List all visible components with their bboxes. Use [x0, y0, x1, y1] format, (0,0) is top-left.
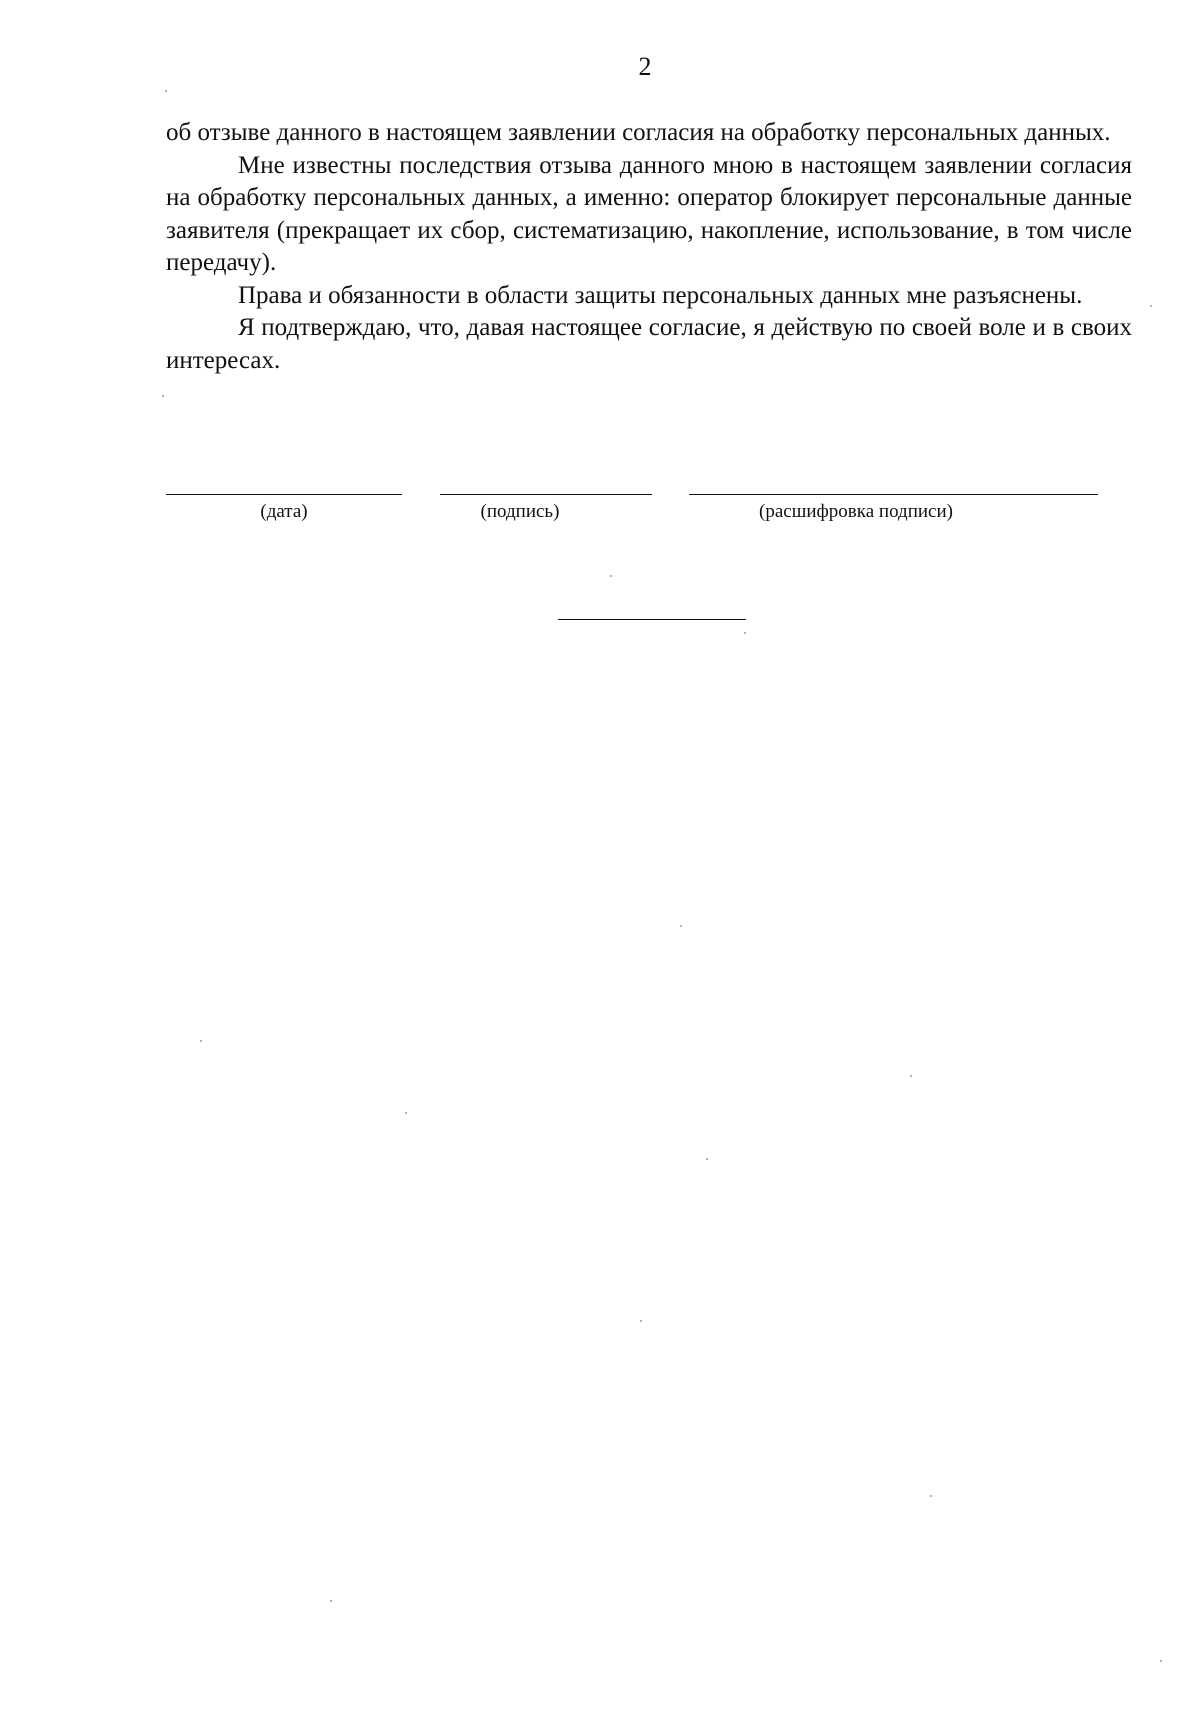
signature-line — [440, 494, 652, 495]
scan-speck — [405, 1112, 407, 1114]
scan-speck — [162, 395, 164, 397]
signature-label: (подпись) — [480, 501, 560, 522]
scan-speck — [1150, 305, 1152, 307]
scan-speck — [640, 1320, 642, 1322]
scan-speck — [1160, 1660, 1162, 1662]
signature-decoding-label: (расшифровка подписи) — [759, 501, 953, 522]
scan-speck — [330, 1600, 332, 1602]
date-label: (дата) — [260, 501, 308, 522]
scan-speck — [165, 90, 167, 92]
scan-speck — [680, 925, 682, 927]
date-line — [166, 494, 402, 495]
paragraph-consequences: Мне известны последствия отзыва данного мною в настоящем заявлении согласия на обработку персональных данных, а именно: оператор блокирует персональные данные заявителя (прекращает их сбор, систематизацию, накопление, использование, в том числе передачу). — [166, 151, 1132, 276]
scan-speck — [910, 1075, 912, 1077]
scan-speck — [706, 1158, 708, 1160]
scan-speck — [930, 1495, 932, 1497]
paragraph-continuation: об отзыве данного в настоящем заявлении согласия на обработку персональных данных. — [166, 119, 1111, 146]
scan-speck — [610, 575, 612, 577]
document-body — [166, 117, 1132, 377]
scan-speck — [744, 632, 746, 634]
signature-decoding-line — [689, 494, 1098, 495]
scan-speck — [200, 1040, 202, 1042]
paragraph-confirmation: Я подтверждаю, что, давая настоящее согласие, я действую по своей воле и в своих интересах. — [166, 314, 1132, 374]
page-number: 2 — [638, 52, 652, 81]
end-of-document-rule — [558, 619, 746, 620]
paragraph-rights: Права и обязанности в области защиты персональных данных мне разъяснены. — [238, 281, 1083, 309]
